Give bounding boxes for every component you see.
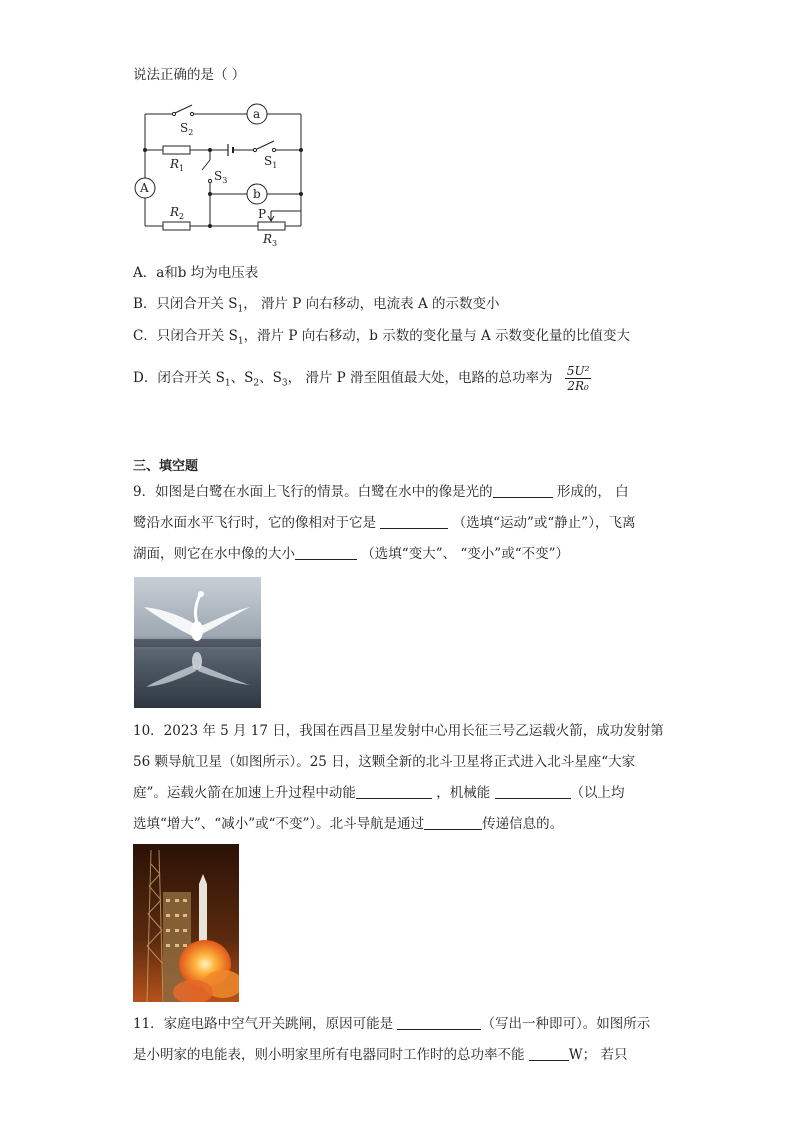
r1-label: $R_1$: [170, 157, 185, 173]
q8-stem: 说法正确的是（ ）: [133, 67, 246, 83]
r3-label: $R_3$: [263, 232, 278, 248]
q8-option-a: A．a和b 均为电压表: [133, 265, 259, 281]
q10-blank2[interactable]: [495, 784, 571, 799]
q9-line1: 9．如图是白鹭在水面上飞行的情景。白鹭在水中的像是光的 形成的， 白: [133, 484, 629, 500]
slider-p-label: P: [258, 207, 267, 221]
q10-line1: 10．2023 年 5 月 17 日，我国在西昌卫星发射中心用长征三号乙运载火箭，成功发射第: [133, 723, 664, 739]
q10-line3: 庭”。运载火箭在加速上升过程中动能 ，机械能 （以上均: [133, 785, 625, 801]
q8-option-d: D．闭合开关 $S_1$、$S_2$、$S_3$， 滑片 P 滑至阻值最大处，电路的总功率为 $\frac{\text{5U²}}{\text{2R₀}}$: [133, 364, 590, 393]
q9-blank1[interactable]: [493, 483, 553, 498]
q10-blank3[interactable]: [424, 815, 482, 830]
q9-blank2[interactable]: [380, 514, 448, 529]
q11-blank1[interactable]: [397, 1015, 481, 1030]
q8-option-b: B．只闭合开关 $S_1$， 滑片 P 向右移动，电流表 A 的示数变小: [133, 296, 500, 315]
s3-label: $S_3$: [214, 169, 228, 185]
s2-label: $S_2$: [180, 121, 194, 137]
q10-line4: 选填“增大”、“减小”或“不变”）。北斗导航是通过 传递信息的。: [133, 816, 564, 832]
meter-A-label: A: [140, 181, 149, 195]
q10-line2: 56 颗导航卫星（如图所示）。25 日，这颗全新的北斗卫星将正式进入北斗星座“大家: [133, 754, 636, 770]
q10-blank1[interactable]: [356, 784, 432, 799]
s1-label: $S_1$: [264, 154, 278, 170]
meter-b-label: b: [253, 187, 261, 201]
meter-a-label: a: [253, 107, 261, 121]
q8-option-c: C．只闭合开关 $S_1$，滑片 P 向右移动，b 示数的变化量与 A 示数变化量的比值变大: [133, 328, 631, 347]
q9-line2: 鹭沿水面水平飞行时，它的像相对于它是 （选填“运动”或“静止”），飞离: [133, 515, 636, 531]
q9-line3: 湖面，则它在水中像的大小 （选填“变大”、 “变小”或“不变”）: [133, 546, 569, 562]
power-fraction: $\frac{\text{5U²}}{\text{2R₀}}$: [566, 364, 590, 393]
rocket-launch-photo: [133, 844, 239, 1002]
q11-line2: 是小明家的电能表，则小明家里所有电器同时工作时的总功率不能 W； 若只: [133, 1047, 628, 1063]
egret-photo: [134, 577, 261, 708]
r2-label: $R_2$: [170, 205, 185, 221]
q11-blank2[interactable]: [529, 1046, 569, 1061]
q11-line1: 11．家庭电路中空气开关跳闸，原因可能是 （写出一种即可）。如图所示: [133, 1016, 651, 1032]
circuit-diagram: [128, 98, 313, 248]
q9-blank3[interactable]: [295, 545, 357, 560]
section-heading: 三、填空题: [133, 459, 199, 474]
